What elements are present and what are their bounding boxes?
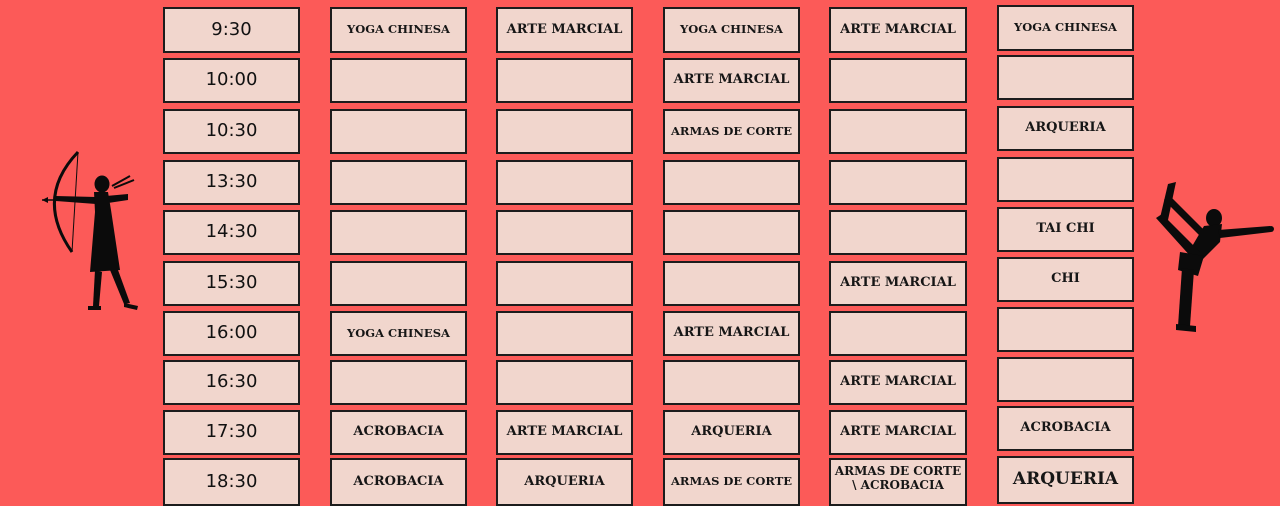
empty-class-cell [496, 109, 633, 154]
class-cell: CHI [997, 257, 1134, 302]
class-cell: ARTE MARCIAL [829, 410, 967, 455]
empty-class-cell [997, 157, 1134, 202]
time-slot-cell: 17:30 [163, 410, 300, 455]
empty-class-cell [663, 210, 800, 255]
time-slot-cell: 10:00 [163, 58, 300, 103]
empty-class-cell [829, 210, 967, 255]
empty-class-cell [330, 210, 467, 255]
class-cell: ACROBACIA [330, 458, 467, 506]
empty-class-cell [496, 58, 633, 103]
class-cell: ARTE MARCIAL [496, 7, 633, 53]
empty-class-cell [829, 160, 967, 205]
class-cell: ARTE MARCIAL [829, 7, 967, 53]
empty-class-cell [829, 109, 967, 154]
class-cell: ARMAS DE CORTE \ ACROBACIA [829, 458, 967, 506]
empty-class-cell [496, 210, 633, 255]
empty-class-cell [663, 160, 800, 205]
class-cell: ARMAS DE CORTE [663, 109, 800, 154]
empty-class-cell [330, 261, 467, 306]
class-cell: ACROBACIA [330, 410, 467, 455]
empty-class-cell [997, 55, 1134, 100]
class-cell: ARQUERIA [997, 106, 1134, 151]
empty-class-cell [330, 109, 467, 154]
empty-class-cell [997, 307, 1134, 352]
time-slot-cell: 16:30 [163, 360, 300, 405]
class-cell: ARQUERIA [997, 456, 1134, 504]
class-cell: ARTE MARCIAL [663, 58, 800, 103]
time-slot-cell: 14:30 [163, 210, 300, 255]
class-cell: ARTE MARCIAL [663, 311, 800, 356]
empty-class-cell [496, 261, 633, 306]
empty-class-cell [330, 160, 467, 205]
empty-class-cell [330, 58, 467, 103]
archer-silhouette-icon [38, 148, 143, 316]
time-slot-cell: 9:30 [163, 7, 300, 53]
empty-class-cell [663, 261, 800, 306]
class-cell: ARQUERIA [663, 410, 800, 455]
empty-class-cell [997, 357, 1134, 402]
class-cell: YOGA CHINESA [330, 7, 467, 53]
empty-class-cell [663, 360, 800, 405]
time-slot-cell: 18:30 [163, 458, 300, 506]
yoga-dancer-silhouette-icon [1138, 176, 1276, 336]
time-slot-cell: 15:30 [163, 261, 300, 306]
empty-class-cell [496, 160, 633, 205]
class-cell: ARTE MARCIAL [829, 261, 967, 306]
class-cell: YOGA CHINESA [663, 7, 800, 53]
time-slot-cell: 13:30 [163, 160, 300, 205]
empty-class-cell [496, 360, 633, 405]
class-cell: YOGA CHINESA [997, 5, 1134, 51]
empty-class-cell [829, 58, 967, 103]
empty-class-cell [829, 311, 967, 356]
class-cell: ARMAS DE CORTE [663, 458, 800, 506]
time-slot-cell: 10:30 [163, 109, 300, 154]
class-cell: ARQUERIA [496, 458, 633, 506]
class-cell: ARTE MARCIAL [496, 410, 633, 455]
empty-class-cell [330, 360, 467, 405]
class-cell: ACROBACIA [997, 406, 1134, 451]
class-cell: YOGA CHINESA [330, 311, 467, 356]
class-cell: TAI CHI [997, 207, 1134, 252]
class-cell: ARTE MARCIAL [829, 360, 967, 405]
empty-class-cell [496, 311, 633, 356]
time-slot-cell: 16:00 [163, 311, 300, 356]
